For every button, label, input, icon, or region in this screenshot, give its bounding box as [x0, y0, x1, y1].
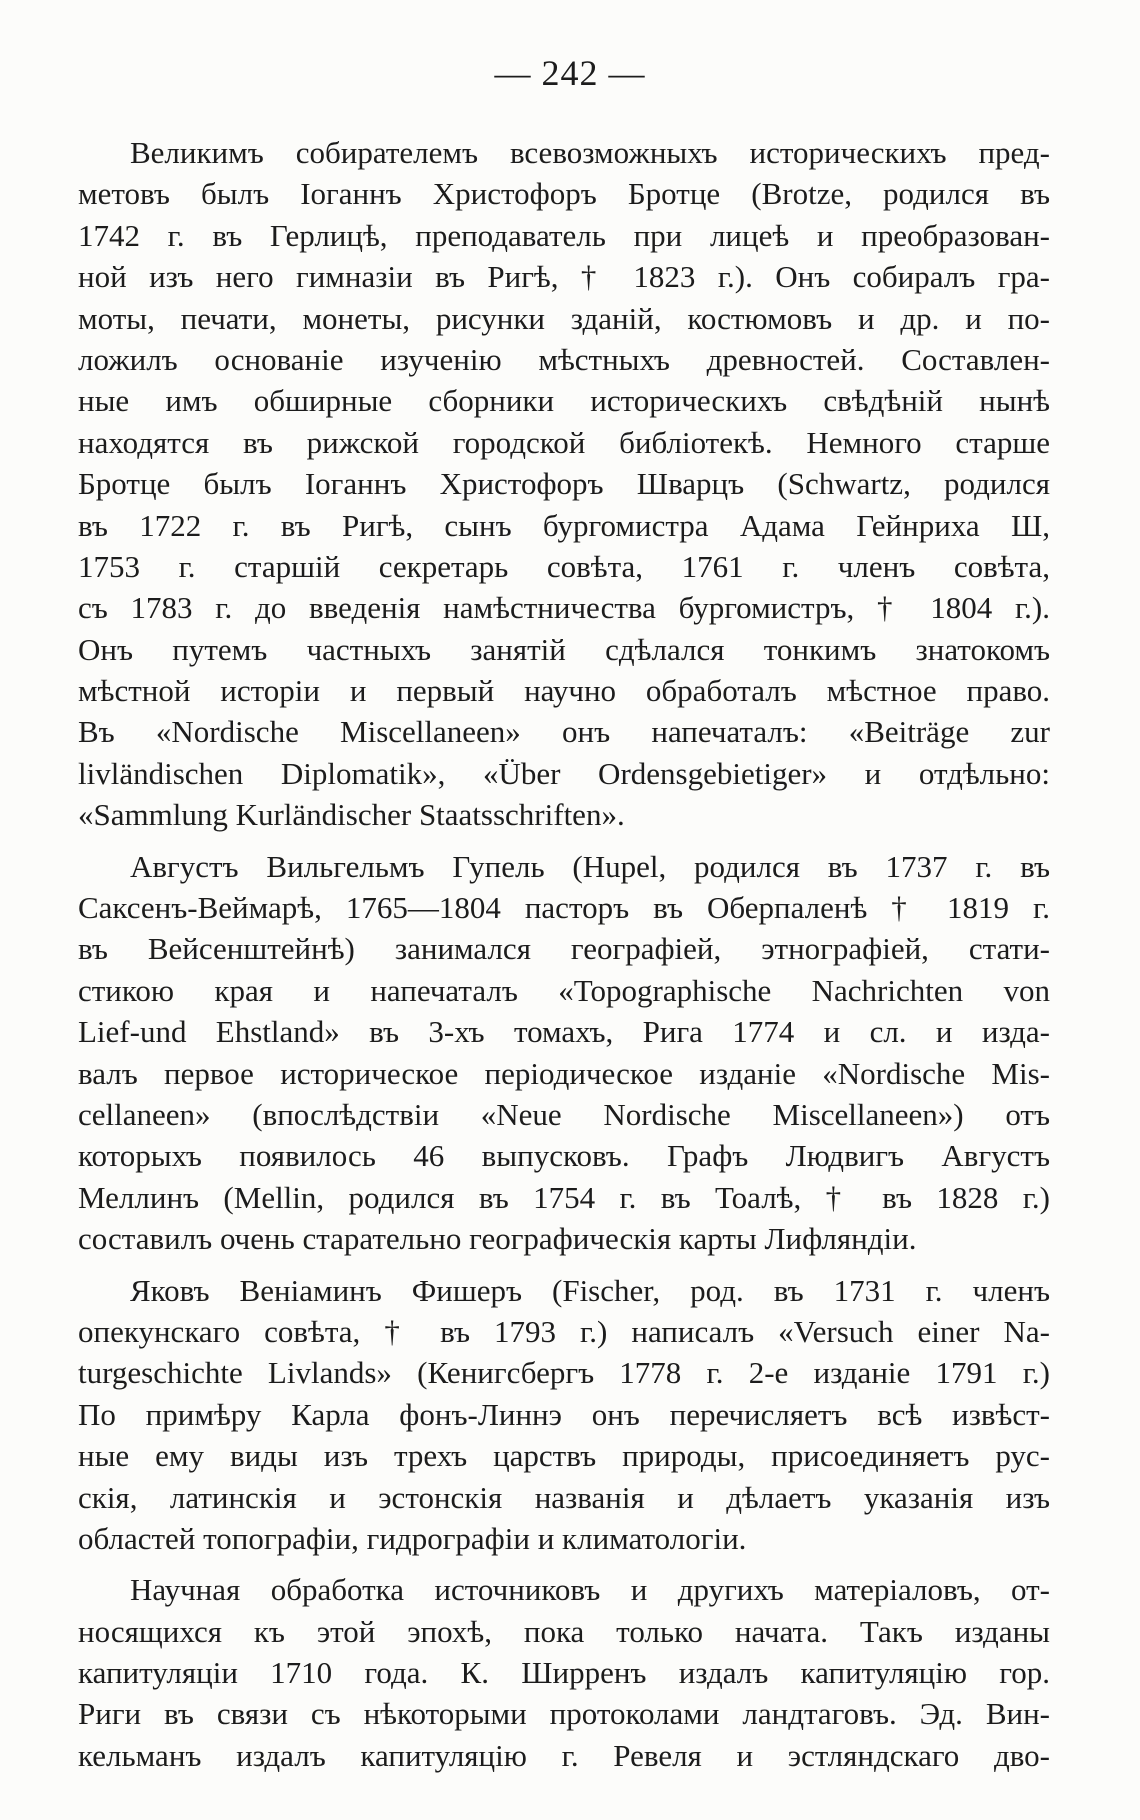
text-line: Научная обработка источниковъ и другихъ матеріаловъ, от-	[130, 1572, 1050, 1608]
text-line: опекунскаго совѣта, † въ 1793 г.) написалъ «Versuch einer Na-	[78, 1313, 1050, 1349]
text-line: ные ему виды изъ трехъ царствъ природы, присоединяетъ рус-	[78, 1438, 1050, 1474]
text-line: 1753 г. старшій секретарь совѣта, 1761 г. членъ совѣта,	[78, 548, 1050, 584]
text-line: Lief-und Ehstland» въ 3-хъ томахъ, Рига 1774 и сл. и изда-	[78, 1014, 1050, 1050]
text-line: Въ «Nordische Miscellaneen» онъ напечаталъ: «Beiträge zur	[78, 714, 1050, 750]
text-line: Яковъ Веніаминъ Фишеръ (Fischer, род. въ 1731 г. членъ	[130, 1272, 1050, 1308]
text-line: находятся въ рижской городской библіотекѣ. Немного старше	[78, 424, 1050, 460]
text-line: Онъ путемъ частныхъ занятій сдѣлался тонкимъ знатокомъ	[78, 631, 1050, 667]
text-line: «Sammlung Kurländischer Staatsschriften».	[78, 797, 625, 833]
paragraph-brotze-schwartz	[78, 132, 1050, 836]
text-line: 1742 г. въ Герлицѣ, преподаватель при лицеѣ и преобразован-	[78, 217, 1050, 253]
text-line: носящихся къ этой эпохѣ, пока только начата. Такъ изданы	[78, 1613, 1050, 1649]
text-line: ной изъ него гимназіи въ Ригѣ, † 1823 г.). Онъ собиралъ гра-	[78, 259, 1050, 295]
text-line: Меллинъ (Mellin, родился въ 1754 г. въ Тоалѣ, † въ 1828 г.)	[78, 1179, 1050, 1215]
text-line: кельманъ издалъ капитуляцію г. Ревеля и эстляндскаго дво-	[78, 1737, 1050, 1773]
text-line: По примѣру Карла фонъ-Линнэ онъ перечисляетъ всѣ извѣст-	[78, 1396, 1050, 1432]
text-line: Августъ Вильгельмъ Гупель (Hupel, родился въ 1737 г. въ	[130, 848, 1050, 884]
text-line: cellaneen» (впослѣдствіи «Neue Nordische Miscellaneen») отъ	[78, 1096, 1050, 1132]
text-line: стикою края и напечаталъ «Topographische Nachrichten von	[78, 972, 1050, 1008]
paragraph-sources	[78, 1569, 1050, 1776]
paragraph-hupel-mellin	[78, 846, 1050, 1260]
body-text	[78, 132, 1050, 1776]
text-line: моты, печати, монеты, рисунки зданій, костюмовъ и др. и по-	[78, 300, 1050, 336]
text-line: валъ первое историческое періодическое изданіе «Nordische Mis-	[78, 1055, 1050, 1091]
text-line: въ 1722 г. въ Ригѣ, сынъ бургомистра Адама Гейнриха Ш,	[78, 507, 1050, 543]
text-line: съ 1783 г. до введенія намѣстничества бургомистръ, † 1804 г.).	[78, 590, 1050, 626]
text-line: мѣстной исторіи и первый научно обработалъ мѣстное право.	[78, 673, 1050, 709]
text-line: Бротце былъ Іоганнъ Христофоръ Шварцъ (Schwartz, родился	[78, 466, 1050, 502]
text-line: которыхъ появилось 46 выпусковъ. Графъ Людвигъ Августъ	[78, 1138, 1050, 1174]
text-line: метовъ былъ Іоганнъ Христофоръ Бротце (Brotze, родился въ	[78, 176, 1050, 212]
text-line: скія, латинскія и эстонскія названія и дѣлаетъ указанія изъ	[78, 1479, 1050, 1515]
text-line: turgeschichte Livlands» (Кенигсбергъ 1778 г. 2-е изданіе 1791 г.)	[78, 1355, 1050, 1391]
text-line: составилъ очень старательно географическія карты Лифляндіи.	[78, 1221, 917, 1257]
text-line: капитуляціи 1710 года. К. Ширренъ издалъ капитуляцію гор.	[78, 1655, 1050, 1691]
text-line: Саксенъ-Веймарѣ, 1765—1804 пасторъ въ Оберпаленѣ † 1819 г.	[78, 890, 1050, 926]
text-line: ные имъ обширные сборники историческихъ свѣдѣній нынѣ	[78, 383, 1050, 419]
text-line: въ Вейсенштейнѣ) занимался географіей, этнографіей, стати-	[78, 931, 1050, 967]
text-line: областей топографіи, гидрографіи и климатологіи.	[78, 1520, 747, 1556]
text-line: Риги въ связи съ нѣкоторыми протоколами ландтаговъ. Эд. Вин-	[78, 1696, 1050, 1732]
page-number: — 242 —	[494, 53, 646, 93]
text-line: ложилъ основаніе изученію мѣстныхъ древностей. Составлен-	[78, 341, 1050, 377]
text-line: livländischen Diplomatik», «Über Ordensgebietiger» и отдѣльно:	[78, 755, 1050, 791]
paragraph-fischer	[78, 1270, 1050, 1560]
text-line: Великимъ собирателемъ всевозможныхъ историческихъ пред-	[130, 135, 1050, 170]
